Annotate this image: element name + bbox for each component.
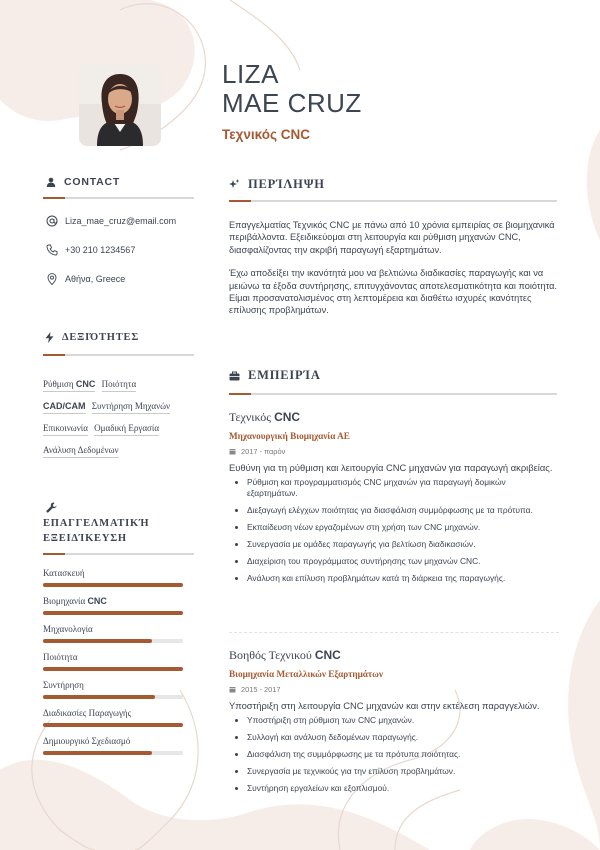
expertise-bar [43, 583, 183, 587]
first-name: LIZA [222, 59, 279, 89]
skill-tag: CAD/CAM [43, 400, 86, 414]
list-item: • Εκπαίδευση νέων εργαζομένων στη χρήση των CNC μηχανών. [247, 522, 559, 533]
entry-separator [229, 632, 559, 633]
skill-tag: Συντήρηση Μηχανών [92, 400, 170, 414]
job-responsibilities [229, 477, 559, 584]
expertise-item: Μηχανολογία [43, 624, 183, 652]
phone-text: +30 210 1234567 [65, 245, 136, 255]
expertise-heading: ΕΠΑΓΓΕΛΜΑΤΙΚΉ ΕΞΕΙΔΊΚΕΥΣΗ [43, 518, 150, 544]
summary-heading: ΠΕΡΊΛΗΨΗ [229, 177, 325, 192]
list-item: • Συνεργασία με τεχνικούς για την επίλυση προβλημάτων. [247, 766, 559, 777]
contact-phone[interactable] [46, 244, 135, 256]
briefcase-icon [229, 371, 240, 381]
expertise-item: Συντήρηση [43, 680, 183, 708]
skills-list [43, 373, 193, 461]
location-pin-icon [46, 273, 58, 285]
employment-dates: 2015 - 2017 [229, 685, 559, 694]
contact-heading: CONTACT [46, 176, 120, 188]
email-text: Liza_mae_cruz@email.com [65, 216, 177, 226]
expertise-divider [43, 553, 194, 555]
user-icon [46, 177, 56, 187]
position-title: Βοηθός Τεχνικού CNC [229, 648, 341, 662]
candidate-name [222, 60, 362, 118]
calendar-icon [229, 448, 236, 455]
bolt-icon [45, 332, 54, 343]
summary-divider [229, 200, 557, 202]
calendar-icon [229, 686, 236, 693]
position-title: Τεχνικός CNC [229, 410, 301, 424]
expertise-bar [43, 667, 183, 671]
expertise-item: Διαδικασίες Παραγωγής [43, 708, 183, 736]
skills-heading: ΔΕΞΙΌΤΗΤΕΣ [45, 332, 139, 343]
skill-tag: Ομαδική Εργασία [94, 422, 159, 436]
job-description: Ευθύνη για τη ρύθμιση και λειτουργία CNC μηχανών για παραγωγή ακριβείας. [229, 462, 553, 473]
contact-email[interactable] [46, 215, 176, 227]
expertise-list [43, 568, 183, 764]
list-item: • Ρύθμιση και προγραμματισμός CNC μηχανών για παραγωγή δομικών εξαρτημάτων. [247, 477, 559, 499]
sparkle-icon [229, 179, 240, 190]
expertise-bar [43, 723, 183, 727]
expertise-item: Βιομηχανία CNC [43, 596, 183, 624]
experience-divider [229, 393, 557, 395]
profile-photo [79, 64, 161, 146]
contact-location [46, 273, 125, 285]
expertise-item: Δημιουργικό Σχεδιασμό [43, 736, 183, 764]
skill-tag: Ρύθμιση CNC [43, 378, 95, 392]
experience-heading: ΕΜΠΕΙΡΊΑ [229, 368, 321, 383]
company-name: Μηχανουργική Βιομηχανία ΑΕ [229, 431, 350, 441]
experience-entry [229, 410, 559, 590]
job-title: Τεχνικός CNC [222, 127, 311, 142]
list-item: • Ανάλυση και επίλυση προβλημάτων κατά τη διάρκεια της παραγωγής. [247, 573, 559, 584]
experience-entry [229, 648, 559, 800]
skill-tag: Ανάλυση Δεδομένων [43, 444, 119, 458]
skills-divider [43, 354, 194, 356]
skill-tag: Ποιότητα [102, 378, 137, 392]
phone-icon [46, 244, 58, 256]
expertise-item: Ποιότητα [43, 652, 183, 680]
employment-dates: 2017 - παρόν [229, 447, 559, 456]
list-item: • Συλλογή και ανάλυση δεδομένων παραγωγής. [247, 732, 559, 743]
list-item: • Διεξαγωγή ελέγχων ποιότητας για διασφάλιση συμμόρφωσης με τα πρότυπα. [247, 505, 559, 516]
job-description: Υποστήριξη στη λειτουργία CNC μηχανών και στην εκτέλεση παραγγελιών. [229, 700, 540, 711]
last-name: MAE CRUZ [222, 88, 362, 118]
expertise-bar [43, 611, 183, 615]
expertise-bar [43, 751, 183, 755]
contact-divider [43, 197, 194, 199]
location-text: Αθήνα, Greece [65, 274, 126, 284]
list-item: • Συνεργασία με ομάδες παραγωγής για βελτίωση διαδικασιών. [247, 539, 559, 550]
summary-text [229, 219, 559, 328]
expertise-bar [43, 695, 183, 699]
list-item: • Διαχείριση του προγράμματος συντήρησης των μηχανών CNC. [247, 556, 559, 567]
summary-paragraph: Επαγγελματίας Τεχνικός CNC με πάνω από 10 χρόνια εμπειρίας σε βιομηχανικά περιβάλλοντα. Εξειδικεύομαι στη λειτουργία και ρύθμιση μηχανών CNC, διασφαλίζοντας την ακριβή παραγωγή εξαρτημάτων. [229, 220, 555, 255]
at-icon [46, 215, 58, 227]
list-item: • Υποστήριξη στη ρύθμιση των CNC μηχανών. [247, 715, 559, 726]
list-item: • Συντήρηση εργαλείων και εξοπλισμού. [247, 783, 559, 794]
company-name: Βιομηχανία Μεταλλικών Εξαρτημάτων [229, 669, 383, 679]
expertise-item: Κατασκευή [43, 568, 183, 596]
skill-tag: Επικοινωνία [43, 422, 88, 436]
list-item: • Διασφάλιση της συμμόρφωσης με τα πρότυπα ποιότητας. [247, 749, 559, 760]
summary-paragraph: Έχω αποδείξει την ικανότητά μου να βελτιώνω διαδικασίες παραγωγής και να μειώνω τα έξοδα συντήρησης, επιτυγχάνοντας αποτελεσματικότητα και ποιότητα. Είμαι προσανατολισμένος στη λεπτομέρεια και διαθέτω ισχυρές ικανότητες επίλυσης προβλημάτων. [229, 268, 557, 316]
job-responsibilities [229, 715, 559, 794]
expertise-bar [43, 639, 183, 643]
